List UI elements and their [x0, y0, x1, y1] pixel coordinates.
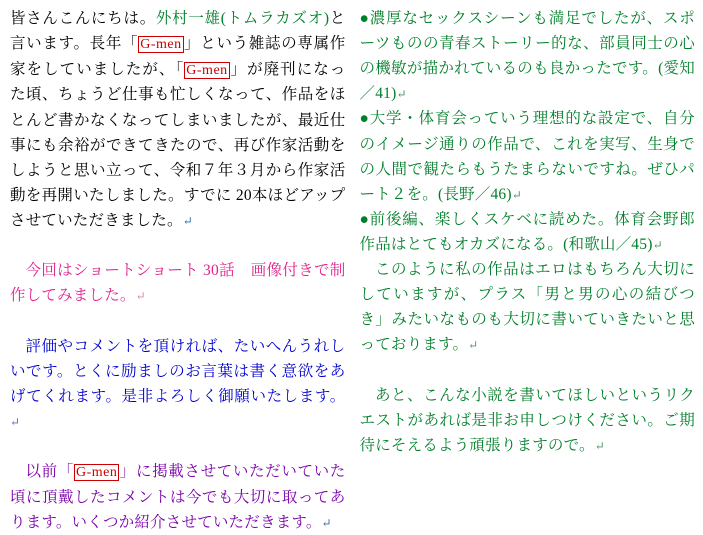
reader-comment-2	[360, 106, 696, 206]
bullet-icon: ●	[359, 10, 370, 27]
request-text: 評価やコメントを頂ければ、たいへんうれしいです。とくに励ましのお言葉は書く意欲をあげてくれます。是非よろしく御願いたします。	[10, 337, 346, 405]
gmen-logo-2: G-men	[186, 62, 228, 78]
paragraph-mark: ↵	[321, 515, 332, 530]
closing-paragraph-2	[360, 383, 696, 458]
bullet-icon: ●	[359, 210, 370, 228]
closing-2-text: あと、こんな小説を書いてほしいというリクエストがあれば是非お申しつけください。ご期待にそえるよう頑張りますので。	[359, 386, 695, 454]
intro-paragraph	[10, 6, 346, 233]
closing-1-text: このように私の作品はエロはもちろん大切にしていますが、プラス「男と男の心の結びつき」みたいなものも大切に書いていきたいと思っております。	[359, 261, 695, 354]
intro-greeting: 皆さんこんにちは。	[10, 10, 156, 27]
paragraph-mark: ↵	[396, 87, 407, 102]
comment-1-text: 濃厚なセックスシーンも満足でしたが、スポーツものの青春ストーリー的な、部員同士の心の機敏が描かれているのも良かったです。	[359, 10, 695, 78]
comment-3-text: 前後編、楽しくスケベに読めた。体育会野郎作品はとてもオカズになる。	[359, 210, 695, 253]
request-paragraph	[10, 334, 346, 434]
intro-seg-3: 」という雑誌の専属作家をしていましたが、「	[10, 35, 346, 78]
right-column	[352, 6, 700, 484]
paragraph-mark: ↵	[468, 338, 479, 353]
comment-2-source: (長野／46)	[438, 185, 512, 203]
paragraph-mark: ↵	[10, 414, 21, 429]
announcement-paragraph	[10, 258, 346, 308]
announcement-text: 今回はショートショート 30話 画像付きで制作してみました。	[10, 262, 346, 305]
paragraph-mark: ↵	[594, 438, 605, 453]
gmen-logo-1: G-men	[140, 37, 182, 53]
bullet-icon: ●	[359, 110, 370, 128]
comment-1-source: (愛知／41)	[359, 60, 695, 103]
past-comments-paragraph	[10, 459, 346, 535]
past-seg-1: 以前「	[25, 463, 74, 481]
paragraph-mark: ↵	[511, 187, 523, 202]
reader-comment-1	[360, 6, 696, 106]
comment-3-source: (和歌山／45)	[563, 235, 653, 253]
intro-seg-2: と言います。長年「	[10, 10, 346, 53]
paragraph-mark: ↵	[135, 289, 146, 304]
gmen-logo-3: G-men	[75, 465, 118, 481]
paragraph-mark: ↵	[182, 214, 193, 228]
author-name: 外村一雄(トムラカズオ)	[155, 10, 330, 27]
spacer	[10, 434, 346, 459]
intro-seg-4: 」が廃刊になった頃、ちょうど仕事も忙しくなって、作品をほとんど書かなくなってしまいましたが、最近仕事にも余裕ができてきたので、再び作家活動をしようと思い立って、令和７年３月から作家活動を再開いたしました。すでに 20本ほどアップさせていただきました。	[10, 60, 346, 229]
comment-2-text: 大学・体育会っていう理想的な設定で、自分のイメージ通りの作品で、これを実写、生身での人間で観たらもうたまらないですね。ぜひパート２を。	[359, 110, 696, 203]
reader-comment-3	[360, 207, 696, 257]
past-seg-2: 」に掲載させていただいていた頃に頂戴したコメントは今でも大切に取ってあります。いくつか紹介させていただきます。	[10, 463, 346, 531]
spacer	[360, 358, 696, 383]
left-column	[4, 6, 352, 531]
spacer	[10, 308, 346, 333]
paragraph-mark: ↵	[652, 237, 663, 252]
spacer	[10, 233, 346, 258]
closing-paragraph-1	[360, 257, 696, 357]
